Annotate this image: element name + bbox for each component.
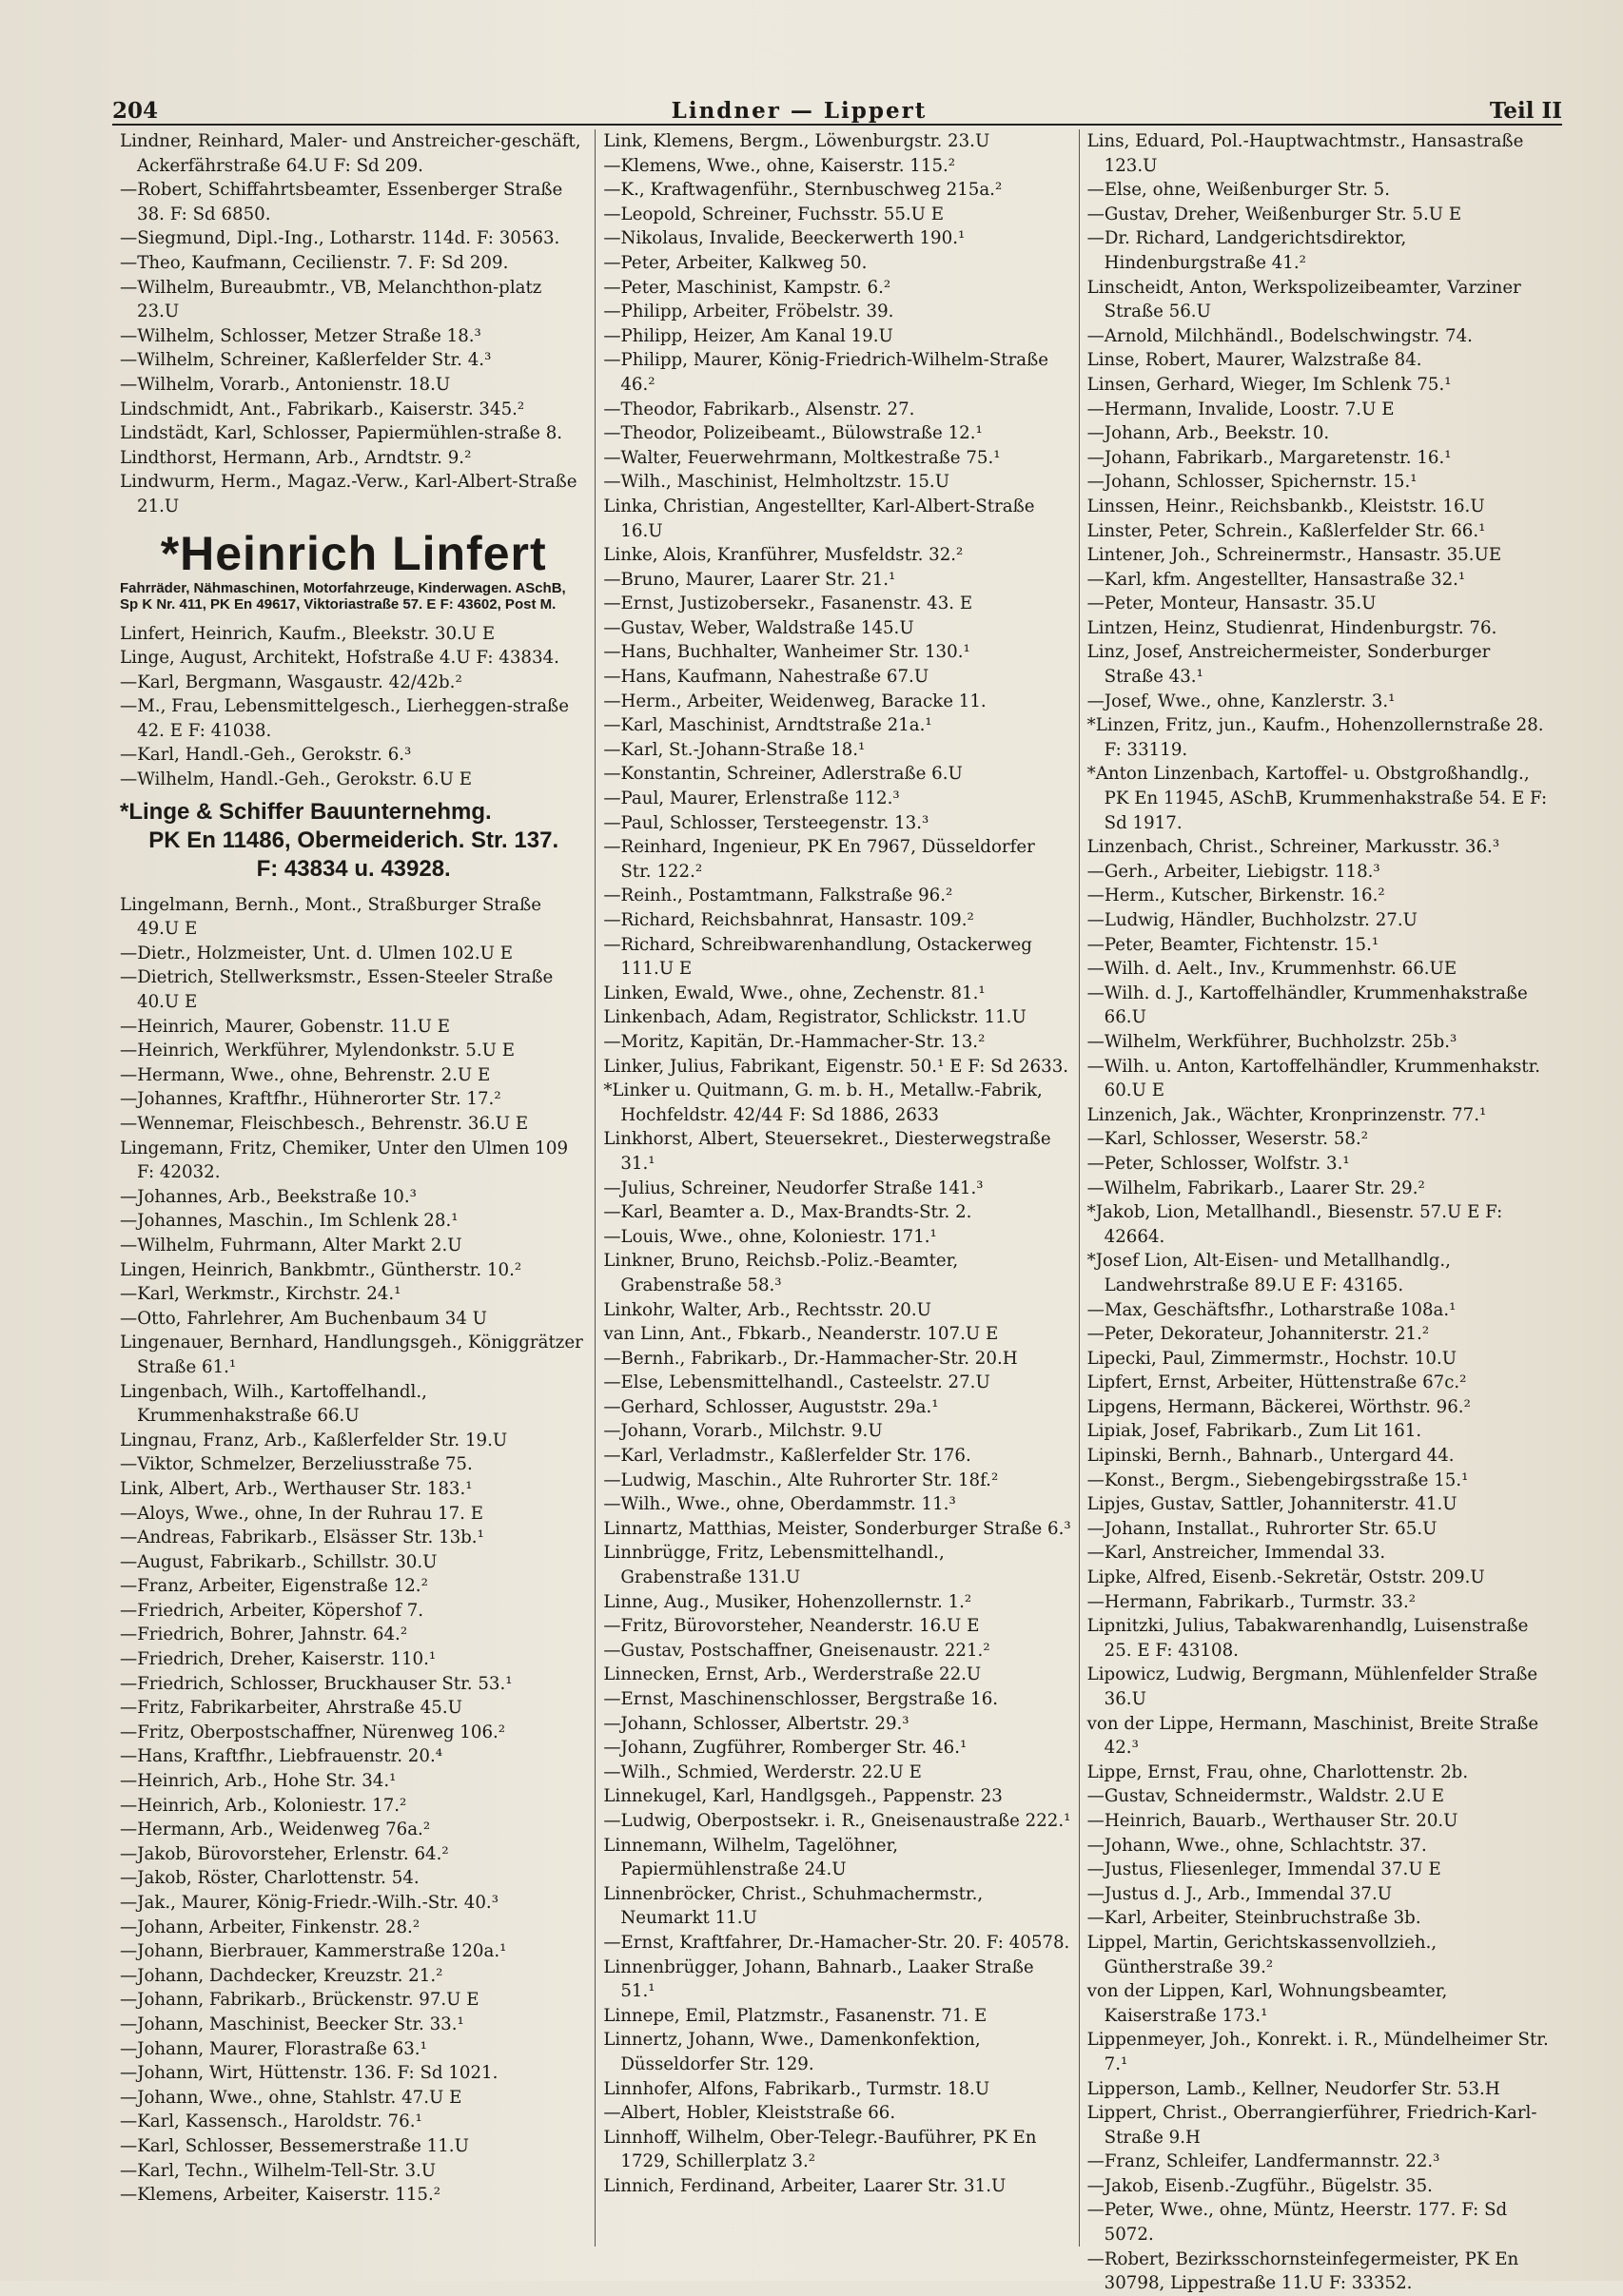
- directory-entry: —Karl, St.-Johann-Straße 18.¹: [603, 739, 866, 760]
- directory-entry: —Julius, Schreiner, Neudorfer Straße 141.³: [603, 1177, 984, 1198]
- directory-entry: —Richard, Schreibwarenhandlung, Ostackerweg 111.U E: [603, 934, 1032, 980]
- directory-entry: —Karl, Maschinist, Arndtstraße 21a.¹: [603, 715, 932, 736]
- directory-entry: Linge, August, Architekt, Hofstraße 4.U F: 43834.: [120, 648, 559, 669]
- directory-entry: Linse, Robert, Maurer, Walzstraße 84.: [1086, 350, 1422, 371]
- directory-entry: Linne, Aug., Musiker, Hohenzollernstr. 1.²: [603, 1591, 972, 1612]
- directory-entry: Lins, Eduard, Pol.-Hauptwachtmstr., Hansastraße 123.U: [1086, 131, 1524, 176]
- column-2: [595, 129, 1078, 2247]
- directory-entry: —Konst., Bergm., Siebengebirgsstraße 15.¹: [1086, 1469, 1469, 1490]
- directory-entry: —Paul, Schlosser, Tersteegenstr. 13.³: [603, 812, 929, 833]
- directory-entry: —Karl, Beamter a. D., Max-Brandts-Str. 2.: [603, 1202, 972, 1223]
- directory-entry: —Gustav, Dreher, Weißenburger Str. 5.U E: [1086, 204, 1462, 224]
- directory-entry: —Peter, Arbeiter, Kalkweg 50.: [603, 252, 868, 273]
- directory-entry: —Herm., Kutscher, Birkenstr. 16.²: [1086, 885, 1385, 906]
- advert-linge-schiffer: [120, 798, 587, 884]
- column-1: [112, 129, 595, 2247]
- directory-entry: —Albert, Hobler, Kleiststraße 66.: [603, 2103, 896, 2124]
- directory-entry: Lippert, Christ., Oberrangierführer, Friedrich-Karl-Straße 9.H: [1086, 2103, 1537, 2148]
- directory-entry: von der Lippe, Hermann, Maschinist, Breite Straße 42.³: [1086, 1713, 1539, 1759]
- directory-entry: Lindwurm, Herm., Magaz.-Verw., Karl-Albert-Straße 21.U: [120, 472, 577, 516]
- directory-entry: —Wilhelm, Schlosser, Metzer Straße 18.³: [120, 325, 481, 346]
- directory-entry: —Wilh. u. Anton, Kartoffelhändler, Krummenhakstr. 60.U E: [1086, 1056, 1541, 1101]
- directory-entry: Lingenbach, Wilh., Kartoffelhandl., Krummenhakstraße 66.U: [120, 1381, 427, 1427]
- directory-entry: —Heinrich, Arb., Koloniestr. 17.²: [120, 1795, 407, 1816]
- directory-entry: —Wennemar, Fleischbesch., Behrenstr. 36.U E: [120, 1114, 529, 1134]
- directory-entry: Link, Albert, Arb., Werthauser Str. 183.¹: [120, 1478, 473, 1499]
- directory-entry: —Johann, Maschinist, Beecker Str. 33.¹: [120, 2014, 464, 2034]
- directory-entry: Lippe, Ernst, Frau, ohne, Charlottenstr. 2b.: [1086, 1761, 1469, 1782]
- directory-entry: van Linn, Ant., Fbkarb., Neanderstr. 107.U E: [603, 1324, 999, 1345]
- directory-entry: —Viktor, Schmelzer, Berzeliusstraße 75.: [120, 1454, 473, 1475]
- directory-entry: *Anton Linzenbach, Kartoffel- u. Obstgroßhandlg., PK En 11945, ASchB, Krummenhakstraße 54. E F: Sd 1917.: [1086, 764, 1548, 833]
- directory-entry: —Wilh., Schmied, Werderstr. 22.U E: [603, 1761, 922, 1782]
- directory-entry: —Ernst, Justizobersekr., Fasanenstr. 43. E: [603, 593, 973, 614]
- directory-entry: Linnenbrügger, Johann, Bahnarb., Laaker Straße 51.¹: [603, 1956, 1034, 2002]
- directory-entry: —Wilh., Maschinist, Helmholtzstr. 15.U: [603, 472, 950, 493]
- directory-entry: —Wilhelm, Vorarb., Antonienstr. 18.U: [120, 374, 451, 395]
- directory-entry: Lingelmann, Bernh., Mont., Straßburger Straße 49.U E: [120, 894, 542, 940]
- directory-entry: —Leopold, Schreiner, Fuchsstr. 55.U E: [603, 204, 945, 224]
- advert-linfert-title: *Heinrich Linfert: [160, 526, 547, 580]
- directory-entry: —Johann, Fabrikarb., Brückenstr. 97.U E: [120, 1990, 479, 2011]
- directory-entry: Lipiak, Josef, Fabrikarb., Zum Lit 161.: [1086, 1421, 1422, 1442]
- directory-entry: Linnich, Ferdinand, Arbeiter, Laarer Str. 31.U: [603, 2175, 1007, 2196]
- directory-entry: —Ludwig, Oberpostsekr. i. R., Gneisenaustraße 222.¹: [603, 1810, 1071, 1831]
- directory-entry: Linster, Peter, Schrein., Kaßlerfelder Str. 66.¹: [1086, 520, 1486, 541]
- directory-entry: —Ernst, Maschinenschlosser, Bergstraße 16.: [603, 1689, 999, 1709]
- directory-entry: —Wilhelm, Fuhrmann, Alter Markt 2.U: [120, 1235, 462, 1255]
- directory-entry: —Wilh. d. J., Kartoffelhändler, Krummenhakstraße 66.U: [1086, 983, 1528, 1028]
- directory-entry: —Friedrich, Bohrer, Jahnstr. 64.²: [120, 1625, 408, 1645]
- directory-entry: —Hermann, Fabrikarb., Turmstr. 33.²: [1086, 1591, 1417, 1612]
- advert-linfert: [120, 527, 587, 613]
- directory-entry: Linzenich, Jak., Wächter, Kronprinzenstr. 77.¹: [1086, 1104, 1487, 1125]
- directory-entry: Linssen, Heinr., Reichsbankb., Kleiststr. 16.U: [1086, 496, 1485, 516]
- directory-entry: —Karl, Schlosser, Weserstr. 58.²: [1086, 1129, 1369, 1150]
- directory-entry: —Max, Geschäftsfhr., Lotharstraße 108a.¹: [1086, 1299, 1457, 1320]
- directory-entry: —Karl, Handl.-Geh., Gerokstr. 6.³: [120, 745, 412, 766]
- directory-entry: —Theo, Kaufmann, Cecilienstr. 7. F: Sd 209.: [120, 252, 509, 273]
- part-label: Teil II: [1489, 98, 1562, 124]
- directory-entry: Linkhorst, Albert, Steuersekret., Diesterwegstraße 31.¹: [603, 1129, 1051, 1174]
- running-head: Lindner — Lippert: [671, 98, 928, 124]
- directory-entry: Lindschmidt, Ant., Fabrikarb., Kaiserstr. 345.²: [120, 399, 525, 419]
- directory-entry: —Peter, Dekorateur, Johanniterstr. 21.²: [1086, 1324, 1430, 1345]
- directory-entry: Linz, Josef, Anstreichermeister, Sonderburger Straße 43.¹: [1086, 642, 1491, 688]
- directory-entry: —Herm., Arbeiter, Weidenweg, Baracke 11.: [603, 691, 987, 711]
- directory-entry: —Justus, Fliesenleger, Immendal 37.U E: [1086, 1859, 1441, 1880]
- directory-entry: —Fritz, Oberpostschaffner, Nürenweg 106.²: [120, 1722, 506, 1742]
- directory-entry: —Karl, Techn., Wilhelm-Tell-Str. 3.U: [120, 2160, 437, 2181]
- directory-entry: —Fritz, Fabrikarbeiter, Ahrstraße 45.U: [120, 1698, 462, 1719]
- directory-entry: —Robert, Schiffahrtsbeamter, Essenberger Straße 38. F: Sd 6850.: [120, 180, 563, 224]
- directory-entry: —Hans, Kraftfhr., Liebfrauenstr. 20.⁴: [120, 1746, 443, 1767]
- directory-entry: —Else, Lebensmittelhandl., Casteelstr. 27.U: [603, 1372, 990, 1393]
- directory-entry: *Josef Lion, Alt-Eisen- und Metallhandlg., Landwehrstraße 89.U E F: 43165.: [1086, 1251, 1451, 1295]
- directory-entry: —Gerh., Arbeiter, Liebigstr. 118.³: [1086, 861, 1380, 882]
- directory-entry: *Linzen, Fritz, jun., Kaufm., Hohenzollernstraße 28. F: 33119.: [1086, 715, 1544, 760]
- directory-entry: —Johann, Installat., Ruhrorter Str. 65.U: [1086, 1518, 1437, 1539]
- directory-entry: —Wilhelm, Fabrikarb., Laarer Str. 29.²: [1086, 1177, 1425, 1198]
- directory-entry: Lipfert, Ernst, Arbeiter, Hüttenstraße 67c.²: [1086, 1372, 1467, 1393]
- directory-entry: —Wilh. d. Aelt., Inv., Krummenhstr. 66.UE: [1086, 959, 1457, 980]
- directory-entry: Linke, Alois, Kranführer, Musfeldstr. 32.²: [603, 545, 964, 566]
- directory-entry: —Johann, Fabrikarb., Margaretenstr. 16.¹: [1086, 447, 1452, 468]
- directory-entry: —Peter, Wwe., ohne, Müntz, Heerstr. 177. F: Sd 5072.: [1086, 2200, 1508, 2246]
- directory-entry: Lippel, Martin, Gerichtskassenvollzieh., Güntherstraße 39.²: [1086, 1932, 1437, 1977]
- directory-entry: Link, Klemens, Bergm., Löwenburgstr. 23.U: [603, 131, 990, 151]
- page-number: 204: [112, 98, 159, 124]
- directory-entry: —Johann, Zugführer, Romberger Str. 46.¹: [603, 1738, 968, 1759]
- directory-entry: —Paul, Maurer, Erlenstraße 112.³: [603, 788, 900, 809]
- directory-entry: Lindner, Reinhard, Maler- und Anstreicher-geschäft, Ackerfährstraße 64.U F: Sd 209.: [120, 131, 581, 176]
- directory-entry: —Friedrich, Arbeiter, Köpershof 7.: [120, 1600, 424, 1621]
- directory-entry: —Heinrich, Werkführer, Mylendonkstr. 5.U E: [120, 1041, 516, 1061]
- directory-entry: —Gustav, Schneidermstr., Waldstr. 2.U E: [1086, 1786, 1444, 1807]
- directory-entry: —Philipp, Heizer, Am Kanal 19.U: [603, 325, 893, 346]
- directory-entry: —Aloys, Wwe., ohne, In der Ruhrau 17. E: [120, 1503, 484, 1524]
- directory-entry: —Dietr., Holzmeister, Unt. d. Ulmen 102.U E: [120, 943, 514, 963]
- directory-entry: —Friedrich, Schlosser, Bruckhauser Str. 53.¹: [120, 1673, 513, 1694]
- directory-entry: —Johann, Wwe., ohne, Stahlstr. 47.U E: [120, 2087, 462, 2108]
- directory-entry: —Johann, Bierbrauer, Kammerstraße 120a.¹: [120, 1941, 507, 1962]
- directory-entry: —Justus d. J., Arb., Immendal 37.U: [1086, 1883, 1393, 1904]
- directory-entry: Lindthorst, Hermann, Arb., Arndtstr. 9.²: [120, 447, 472, 468]
- directory-entry: —Hans, Buchhalter, Wanheimer Str. 130.¹: [603, 642, 970, 663]
- directory-entry: Linkohr, Walter, Arb., Rechtsstr. 20.U: [603, 1299, 931, 1320]
- directory-entry: —Konstantin, Schreiner, Adlerstraße 6.U: [603, 764, 963, 785]
- column-3: [1079, 129, 1562, 2294]
- directory-entry: —Karl, Bergmann, Wasgaustr. 42/42b.²: [120, 671, 462, 692]
- directory-entry: —Nikolaus, Invalide, Beeckerwerth 190.¹: [603, 228, 966, 249]
- directory-entry: —Karl, Arbeiter, Steinbruchstraße 3b.: [1086, 1908, 1421, 1929]
- directory-entry: —Wilhelm, Handl.-Geh., Gerokstr. 6.U E: [120, 769, 473, 790]
- directory-entry: Linfert, Heinrich, Kaufm., Bleekstr. 30.U E: [120, 623, 496, 644]
- directory-entry: Lipecki, Paul, Zimmermstr., Hochstr. 10.U: [1086, 1348, 1457, 1369]
- directory-entry: —Siegmund, Dipl.-Ing., Lotharstr. 114d. F: 30563.: [120, 228, 560, 249]
- directory-entry: —Philipp, Maurer, König-Friedrich-Wilhelm-Straße 46.²: [603, 350, 1049, 395]
- directory-entry: —Johannes, Arb., Beekstraße 10.³: [120, 1186, 417, 1207]
- columns: [112, 129, 1562, 2294]
- directory-entry: Linnertz, Johann, Wwe., Damenkonfektion, Düsseldorfer Str. 129.: [603, 2030, 981, 2074]
- advert-linge-line2: PK En 11486, Obermeiderich. Str. 137.: [148, 827, 559, 853]
- directory-entry: Lipjes, Gustav, Sattler, Johanniterstr. 41.U: [1086, 1494, 1457, 1515]
- directory-entry: Linnbrügge, Fritz, Lebensmittelhandl., Grabenstraße 131.U: [603, 1543, 945, 1588]
- directory-entry: —Hans, Kaufmann, Nahestraße 67.U: [603, 667, 929, 688]
- directory-entry: —M., Frau, Lebensmittelgesch., Lierheggen-straße 42. E F: 41038.: [120, 696, 569, 741]
- directory-entry: —Peter, Monteur, Hansastr. 35.U: [1086, 593, 1377, 614]
- directory-entry: —Wilh., Wwe., ohne, Oberdammstr. 11.³: [603, 1494, 956, 1515]
- directory-entry: Linnekugel, Karl, Handlgsgeh., Pappenstr. 23: [603, 1786, 1003, 1807]
- directory-entry: Lingen, Heinrich, Bankbmtr., Güntherstr. 10.²: [120, 1259, 522, 1280]
- directory-entry: —Hermann, Arb., Weidenweg 76a.²: [120, 1819, 431, 1840]
- directory-entry: Linka, Christian, Angestellter, Karl-Albert-Straße 16.U: [603, 496, 1035, 541]
- directory-entry: —Wilhelm, Werkführer, Buchholzstr. 25b.³: [1086, 1031, 1457, 1052]
- directory-entry: Lindstädt, Karl, Schlosser, Papiermühlen-straße 8.: [120, 423, 563, 444]
- directory-entry: —Jakob, Eisenb.-Zugführ., Bügelstr. 35.: [1086, 2175, 1433, 2196]
- directory-entry: —Richard, Reichsbahnrat, Hansastr. 109.²: [603, 910, 974, 930]
- directory-entry: Linkenbach, Adam, Registrator, Schlickstr. 11.U: [603, 1007, 1027, 1028]
- directory-entry: —Walter, Feuerwehrmann, Moltkestraße 75.¹: [603, 447, 1001, 468]
- directory-entry: —Heinrich, Arb., Hohe Str. 34.¹: [120, 1771, 397, 1792]
- directory-entry: Lipinski, Bernh., Bahnarb., Untergard 44.: [1086, 1446, 1455, 1467]
- directory-entry: Linker, Julius, Fabrikant, Eigenstr. 50.¹ E F: Sd 2633.: [603, 1056, 1069, 1077]
- directory-entry: Lintzen, Heinz, Studienrat, Hindenburgstr. 76.: [1086, 617, 1497, 638]
- directory-entry: —Jakob, Bürovorsteher, Erlenstr. 64.²: [120, 1843, 449, 1864]
- directory-entry: —Reinh., Postamtmann, Falkstraße 96.²: [603, 885, 953, 906]
- directory-entry: —Otto, Fahrlehrer, Am Buchenbaum 34 U: [120, 1308, 487, 1329]
- directory-entry: —Peter, Beamter, Fichtenstr. 15.¹: [1086, 934, 1379, 955]
- directory-entry: Lippenmeyer, Joh., Konrekt. i. R., Mündelheimer Str. 7.¹: [1086, 2030, 1549, 2074]
- directory-entry: —Jakob, Röster, Charlottenstr. 54.: [120, 1868, 420, 1889]
- directory-entry: —Johannes, Kraftfhr., Hühnerorter Str. 17.²: [120, 1089, 501, 1110]
- directory-entry: —Karl, Verladmstr., Kaßlerfelder Str. 176.: [603, 1446, 971, 1467]
- directory-entry: Lingemann, Fritz, Chemiker, Unter den Ulmen 109 F: 42032.: [120, 1138, 569, 1183]
- directory-entry: Lipperson, Lamb., Kellner, Neudorfer Str. 53.H: [1086, 2078, 1500, 2099]
- directory-entry: —Friedrich, Dreher, Kaiserstr. 110.¹: [120, 1649, 437, 1670]
- directory-entry: —Fritz, Bürovorsteher, Neanderstr. 16.U E: [603, 1616, 980, 1637]
- directory-entry: —Theodor, Fabrikarb., Alsenstr. 27.: [603, 399, 915, 419]
- directory-entry: —Robert, Bezirksschornsteinfegermeister, PK En 30798, Lippestraße 11.U F: 33352.: [1086, 2248, 1519, 2294]
- directory-entry: —K., Kraftwagenführ., Sternbuschweg 215a.²: [603, 180, 1003, 201]
- directory-entry: Linkner, Bruno, Reichsb.-Poliz.-Beamter, Grabenstraße 58.³: [603, 1251, 959, 1295]
- directory-entry: —Ludwig, Maschin., Alte Ruhrorter Str. 18f.²: [603, 1469, 999, 1490]
- directory-entry: —Theodor, Polizeibeamt., Bülowstraße 12.¹: [603, 423, 983, 444]
- directory-entry: —Reinhard, Ingenieur, PK En 7967, Düsseldorfer Str. 122.²: [603, 837, 1035, 882]
- directory-entry: Linnartz, Matthias, Meister, Sonderburger Straße 6.³: [603, 1518, 1071, 1539]
- directory-entry: —Andreas, Fabrikarb., Elsässer Str. 13b.¹: [120, 1527, 484, 1548]
- directory-entry: —Peter, Maschinist, Kampstr. 6.²: [603, 277, 891, 298]
- directory-entry: —Hermann, Wwe., ohne, Behrenstr. 2.U E: [120, 1064, 491, 1085]
- directory-entry: —Johann, Wirt, Hüttenstr. 136. F: Sd 1021.: [120, 2063, 499, 2084]
- directory-entry: *Jakob, Lion, Metallhandl., Biesenstr. 57.U E F: 42664.: [1086, 1202, 1503, 1247]
- directory-entry: Linnepe, Emil, Platzmstr., Fasanenstr. 71. E: [603, 2005, 987, 2026]
- directory-entry: von der Lippen, Karl, Wohnungsbeamter, Kaiserstraße 173.¹: [1086, 1981, 1448, 2026]
- directory-entry: —Dietrich, Stellwerksmstr., Essen-Steeler Straße 40.U E: [120, 967, 554, 1013]
- directory-entry: Lingenauer, Bernhard, Handlungsgeh., Königgrätzer Straße 61.¹: [120, 1333, 583, 1377]
- advert-linge-line1: *Linge & Schiffer Bauunternehmg.: [120, 798, 492, 825]
- directory-entry: —Franz, Schleifer, Landfermannstr. 22.³: [1086, 2151, 1440, 2172]
- directory-entry: —Gerhard, Schlosser, Auguststr. 29a.¹: [603, 1396, 939, 1417]
- directory-entry: —Karl, Kassensch., Haroldstr. 76.¹: [120, 2111, 422, 2132]
- directory-entry: —Peter, Schlosser, Wolfstr. 3.¹: [1086, 1153, 1350, 1174]
- directory-entry: Linnecken, Ernst, Arb., Werderstraße 22.U: [603, 1664, 982, 1685]
- directory-entry: —Johann, Dachdecker, Kreuzstr. 21.²: [120, 1965, 443, 1986]
- directory-entry: —Johann, Arbeiter, Finkenstr. 28.²: [120, 1917, 420, 1937]
- directory-entry: —Klemens, Wwe., ohne, Kaiserstr. 115.²: [603, 155, 956, 176]
- directory-entry: —Wilhelm, Schreiner, Kaßlerfelder Str. 4.³: [120, 350, 492, 371]
- directory-entry: —Karl, Schlosser, Bessemerstraße 11.U: [120, 2135, 469, 2156]
- page-header: [112, 91, 1562, 126]
- directory-entry: —Johann, Arb., Beekstr. 10.: [1086, 423, 1330, 444]
- directory-entry: —Wilhelm, Bureaubmtr., VB, Melanchthon-platz 23.U: [120, 277, 542, 322]
- directory-entry: —Arnold, Milchhändl., Bodelschwingstr. 74.: [1086, 325, 1473, 346]
- directory-entry: Linnenbröcker, Christ., Schuhmachermstr., Neumarkt 11.U: [603, 1883, 984, 1929]
- directory-entry: —Johann, Vorarb., Milchstr. 9.U: [603, 1421, 883, 1442]
- directory-entry: —Johann, Wwe., ohne, Schlachtstr. 37.: [1086, 1835, 1427, 1856]
- directory-entry: Linnemann, Wilhelm, Tagelöhner, Papiermühlenstraße 24.U: [603, 1835, 899, 1880]
- directory-entry: *Linker u. Quitmann, G. m. b. H., Metallw.-Fabrik, Hochfeldstr. 42/44 F: Sd 1886, 2633: [603, 1080, 1043, 1125]
- directory-entry: —Else, ohne, Weißenburger Str. 5.: [1086, 180, 1391, 201]
- advert-linfert-text: Fahrräder, Nähmaschinen, Motorfahrzeuge, Kinderwagen. ASchB, Sp K Nr. 411, PK En 49617, Viktoriastraße 57. E F: 43602, Post M.: [120, 579, 566, 613]
- directory-entry: —Philipp, Arbeiter, Fröbelstr. 39.: [603, 302, 894, 322]
- directory-entry: —Heinrich, Maurer, Gobenstr. 11.U E: [120, 1016, 451, 1037]
- directory-entry: Linzenbach, Christ., Schreiner, Markusstr. 36.³: [1086, 837, 1500, 858]
- directory-entry: Lipgens, Hermann, Bäckerei, Wörthstr. 96.²: [1086, 1396, 1471, 1417]
- advert-linge-line3: F: 43834 u. 43928.: [256, 855, 451, 882]
- directory-entry: Lingnau, Franz, Arb., Kaßlerfelder Str. 19.U: [120, 1430, 508, 1450]
- directory-entry: —Johannes, Maschin., Im Schlenk 28.¹: [120, 1211, 459, 1232]
- directory-entry: —Bruno, Maurer, Laarer Str. 21.¹: [603, 569, 896, 590]
- directory-entry: —Ludwig, Händler, Buchholzstr. 27.U: [1086, 910, 1418, 930]
- directory-entry: —Josef, Wwe., ohne, Kanzlerstr. 3.¹: [1086, 691, 1396, 711]
- directory-entry: Linnhoff, Wilhelm, Ober-Telegr.-Bauführer, PK En 1729, Schillerplatz 3.²: [603, 2127, 1037, 2172]
- directory-entry: —Karl, Anstreicher, Immendal 33.: [1086, 1543, 1386, 1564]
- directory-entry: —Franz, Arbeiter, Eigenstraße 12.²: [120, 1576, 428, 1597]
- directory-entry: —Johann, Schlosser, Albertstr. 29.³: [603, 1713, 909, 1734]
- directory-entry: —Karl, Werkmstr., Kirchstr. 24.¹: [120, 1284, 401, 1305]
- directory-entry: —Gustav, Postschaffner, Gneisenaustr. 221.²: [603, 1640, 990, 1661]
- directory-entry: —Johann, Schlosser, Spichernstr. 15.¹: [1086, 472, 1418, 493]
- directory-entry: Lipke, Alfred, Eisenb.-Sekretär, Oststr. 209.U: [1086, 1567, 1485, 1588]
- directory-entry: Lipowicz, Ludwig, Bergmann, Mühlenfelder Straße 36.U: [1086, 1664, 1538, 1709]
- directory-entry: Linnhofer, Alfons, Fabrikarb., Turmstr. 18.U: [603, 2078, 990, 2099]
- directory-entry: Linscheidt, Anton, Werkspolizeibeamter, Varziner Straße 56.U: [1086, 277, 1521, 322]
- directory-entry: —Johann, Maurer, Florastraße 63.¹: [120, 2038, 427, 2059]
- directory-entry: Linsen, Gerhard, Wieger, Im Schlenk 75.¹: [1086, 374, 1452, 395]
- directory-entry: Lintener, Joh., Schreinermstr., Hansastr. 35.UE: [1086, 545, 1502, 566]
- directory-entry: —Gustav, Weber, Waldstraße 145.U: [603, 617, 914, 638]
- directory-entry: —Klemens, Arbeiter, Kaiserstr. 115.²: [120, 2185, 441, 2206]
- directory-entry: Linken, Ewald, Wwe., ohne, Zechenstr. 81.¹: [603, 983, 986, 1003]
- directory-entry: —Karl, kfm. Angestellter, Hansastraße 32.¹: [1086, 569, 1466, 590]
- directory-entry: —Dr. Richard, Landgerichtsdirektor, Hindenburgstraße 41.²: [1086, 228, 1407, 273]
- directory-entry: —Bernh., Fabrikarb., Dr.-Hammacher-Str. 20.H: [603, 1348, 1018, 1369]
- directory-entry: —Moritz, Kapitän, Dr.-Hammacher-Str. 13.²: [603, 1031, 986, 1052]
- directory-entry: —Jak., Maurer, König-Friedr.-Wilh.-Str. 40.³: [120, 1893, 499, 1913]
- directory-entry: —Hermann, Invalide, Loostr. 7.U E: [1086, 399, 1395, 419]
- directory-entry: —Heinrich, Bauarb., Werthauser Str. 20.U: [1086, 1810, 1458, 1831]
- directory-entry: —Louis, Wwe., ohne, Koloniestr. 171.¹: [603, 1226, 937, 1247]
- directory-entry: Lipnitzki, Julius, Tabakwarenhandlg, Luisenstraße 25. E F: 43108.: [1086, 1616, 1529, 1661]
- directory-entry: —Ernst, Kraftfahrer, Dr.-Hamacher-Str. 20. F: 40578.: [603, 1932, 1070, 1953]
- directory-entry: —August, Fabrikarb., Schillstr. 30.U: [120, 1551, 438, 1572]
